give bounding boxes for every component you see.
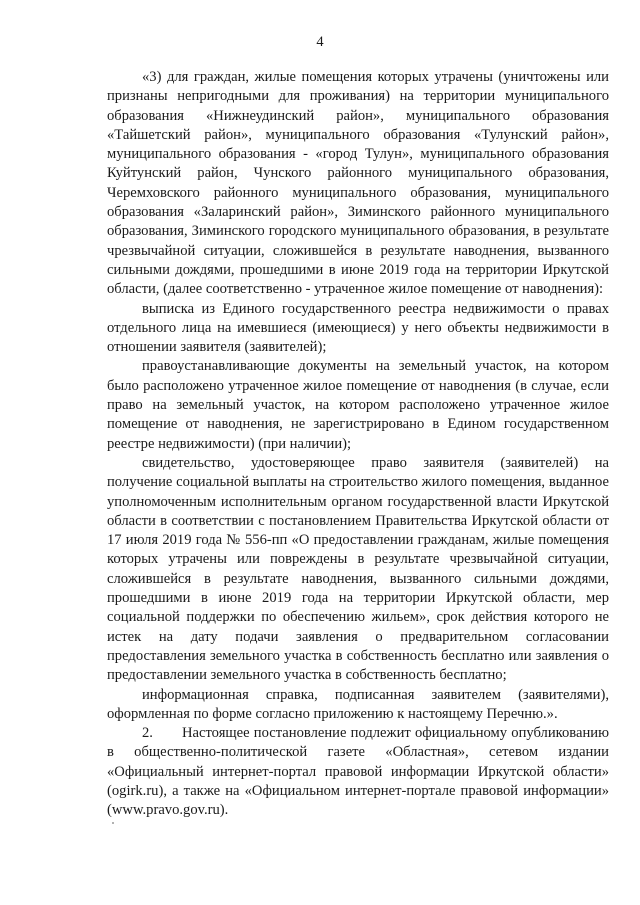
page-number: 4 (316, 34, 324, 50)
paragraph-registry-extract: выписка из Единого государственного реестра недвижимости о правах отдельного лица на имевшиеся (имеющиеся) у него объекты недвижимости в отношении заявителя (заявителей); (107, 300, 609, 356)
clause-2 (107, 724, 609, 820)
scan-speck (112, 822, 114, 824)
clause-2-number: 2. (142, 725, 153, 742)
paragraph-certificate: свидетельство, удостоверяющее право заявителя (заявителей) на получение социальной выплаты на строительство жилого помещения, выданное уполномоченным исполнительным органом государственной власти Иркутской области в соответствии с постановлением Правительства Иркутской области от 17 июля 2019 года № 556-пп «О предоставлении гражданам, жилые помещения которых утрачены или повреждены в результате чрезвычайной ситуации, сложившейся в результате наводнения, вызванного сильными дождями, прошедшими в июне 2019 года на территории Иркутской области, мер социальной поддержки по обеспечению жильем», срок действия которого не истек на дату подачи заявления о предварительном согласовании предоставления земельного участка в собственность бесплатно или заявления о предоставлении земельного участка в собственность бесплатно; (107, 454, 609, 684)
paragraph-title-documents: правоустанавливающие документы на земельный участок, на котором было расположено утраченное жилое помещение от наводнения (в случае, если право на земельный участок, на котором расположено утраченное жилое помещение от наводнения, не зарегистрировано в Едином государственном реестре недвижимости) (при наличии); (107, 358, 609, 452)
document-body (107, 68, 609, 821)
clause-2-text: Настоящее постановление подлежит официальному опубликованию в общественно-политической газете «Областная», сетевом издании «Официальный интернет-портал правовой информации Иркутской области» (ogirk.ru), а также на «Официальном интернет-портале правовой информации» (www.pravo.gov.ru). (107, 725, 609, 819)
paragraph-housing-lost: «3) для граждан, жилые помещения которых утрачены (уничтожены или признаны непригодными для проживания) на территории муниципального образования «Нижнеудинский район», муниципального образования «Тайшетский район», муниципального образования «Тулунский район», муниципального образования - «город Тулун», муниципального образования Куйтунский район, Чунского районного муниципального образования, Черемховского районного муниципального образования, муниципального образования «Заларинский район», Зиминского районного муниципального образования, Зиминского городского муниципального образования, в результате чрезвычайной ситуации, сложившейся в результате наводнения, вызванного сильными дождями, прошедшими в июне 2019 года на территории Иркутской области, (далее соответственно - утраченное жилое помещение от наводнения): (107, 69, 609, 298)
paragraph-info-note: информационная справка, подписанная заявителем (заявителями), оформленная по форме согласно приложению к настоящему Перечню.». (107, 686, 609, 722)
